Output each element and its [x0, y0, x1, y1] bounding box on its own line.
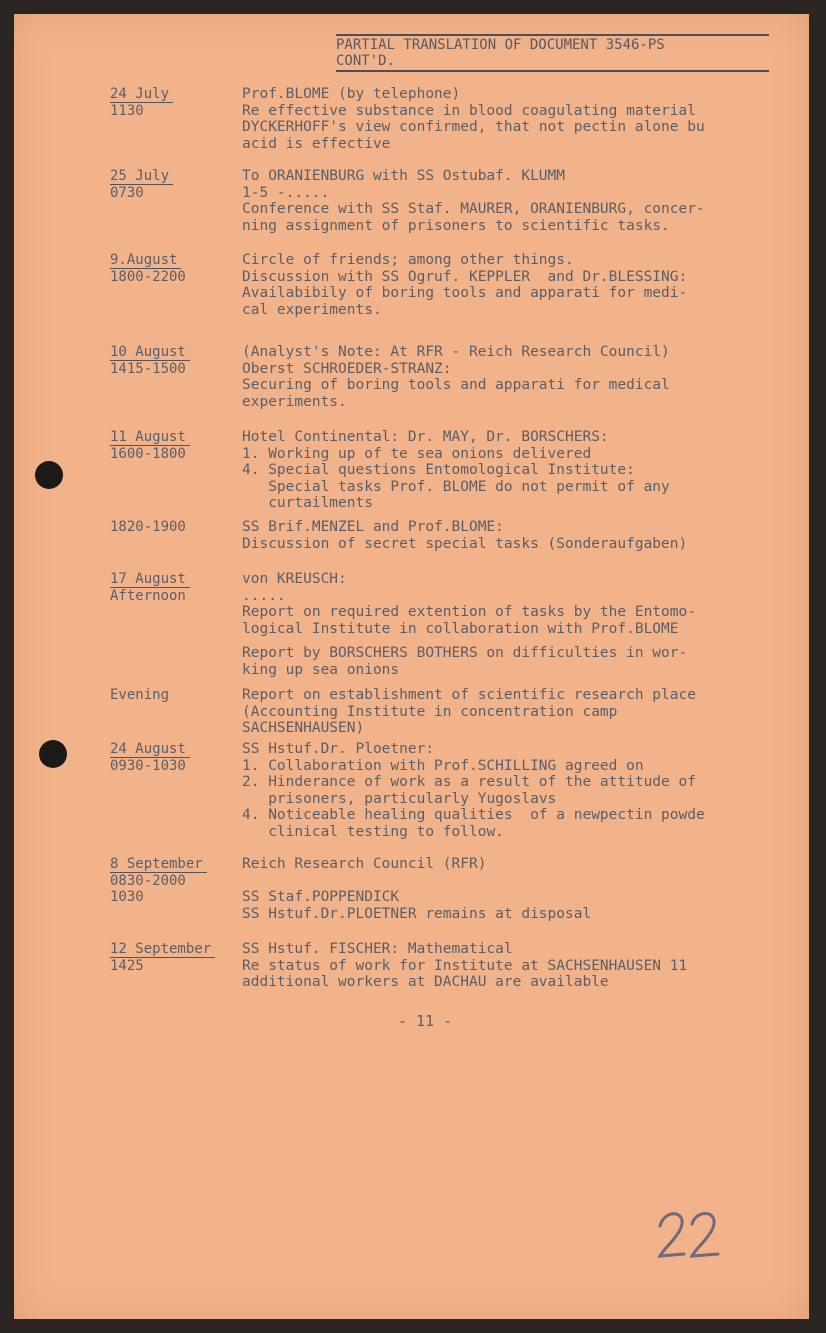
entry-text [242, 429, 798, 512]
entry-paragraph: Reich Research Council (RFR) [242, 856, 487, 872]
entry-date [110, 519, 235, 535]
entry-text [242, 687, 798, 737]
entry-day: 11 August [110, 429, 190, 446]
entry-date [110, 571, 235, 604]
entry-paragraph: Circle of friends; among other things. Discussion with SS Ogruf. KEPPLER and Dr.BLESSING: Availabibily of boring tools and apparati for medi- cal experiments. [242, 252, 688, 318]
entry-text [242, 519, 798, 552]
entry-day: 24 July [110, 86, 173, 103]
entry-date [110, 344, 235, 377]
entry-time: Afternoon [110, 588, 186, 604]
punch-hole-top [35, 461, 63, 489]
entry-date [110, 86, 235, 119]
header-title: PARTIAL TRANSLATION OF DOCUMENT 3546-PS [336, 37, 665, 53]
entry-text [242, 168, 798, 234]
header-contd: CONT'D. [336, 53, 396, 69]
entry-date [110, 856, 235, 889]
entry-paragraph: Report on establishment of scientific research place (Accounting Institute in concentration camp SACHSENHAUSEN) [242, 687, 696, 736]
handwritten-page-mark [654, 1204, 724, 1274]
entry-date [110, 429, 235, 462]
entry-time: 1600-1800 [110, 446, 186, 462]
header-rule-bottom [336, 70, 769, 72]
document-page [14, 14, 809, 1319]
entry-day: 12 September [110, 941, 215, 958]
entry-day: 9.August [110, 252, 181, 269]
punch-hole-bottom [39, 740, 67, 768]
entry-day: 1030 [110, 889, 144, 905]
entry-time: 1130 [110, 103, 144, 119]
entry-time: 0930-1030 [110, 758, 186, 774]
entry-day: Evening [110, 687, 170, 703]
entry-date [110, 889, 235, 905]
entry-paragraph: Prof.BLOME (by telephone) Re effective substance in blood coagulating material DYCKERHOFF's view confirmed, that not pectin alone bu acid is effective [242, 86, 705, 152]
entry-paragraph: SS Brif.MENZEL and Prof.BLOME: Discussion of secret special tasks (Sonderaufgaben) [242, 519, 688, 552]
entry-paragraph: (Analyst's Note: At RFR - Reich Research Council) Oberst SCHROEDER-STRANZ: Securing of boring tools and apparati for medical experiments. [242, 344, 670, 410]
entry-text [242, 344, 798, 410]
entry-text [242, 252, 798, 318]
entry-time: 0830-2000 [110, 873, 186, 889]
entry-paragraph: SS Staf.POPPENDICK SS Hstuf.Dr.PLOETNER remains at disposal [242, 889, 592, 922]
entry-text [242, 856, 798, 873]
page-number: - 11 - [398, 1012, 453, 1030]
header-rule-top [336, 34, 769, 36]
entry-day: 10 August [110, 344, 190, 361]
entry-paragraph: von KREUSCH: ..... Report on required extention of tasks by the Entomo- logical Institute in collaboration with Prof.BLOME [242, 571, 696, 637]
entry-time: 1415-1500 [110, 361, 186, 377]
entry-paragraph: To ORANIENBURG with SS Ostubaf. KLUMM 1-5 -..... Conference with SS Staf. MAURER, ORANIENBURG, concer- ning assignment of prisoners to scientific tasks. [242, 168, 705, 234]
document-header [336, 34, 769, 72]
entry-text [242, 941, 798, 991]
entry-day: 25 July [110, 168, 173, 185]
entry-day: 8 September [110, 856, 207, 873]
entry-text [242, 889, 798, 922]
entry-date [110, 252, 235, 285]
entry-paragraph: SS Hstuf.Dr. Ploetner: 1. Collaboration with Prof.SCHILLING agreed on 2. Hinderance of work as a result of the attitude of prisoners, particularly Yugoslavs 4. Noticeable healing qualities of a newpectin powde clinical testing to follow. [242, 741, 705, 840]
entry-text [242, 86, 798, 152]
entry-date [110, 741, 235, 774]
entry-day: 24 August [110, 741, 190, 758]
entry-text [242, 571, 798, 678]
entry-day: 1820-1900 [110, 519, 186, 535]
entry-day: 17 August [110, 571, 190, 588]
entry-paragraph: SS Hstuf. FISCHER: Mathematical Re status of work for Institute at SACHSENHAUSEN 11 additional workers at DACHAU are available [242, 941, 688, 990]
entry-date [110, 168, 235, 201]
entry-time: 0730 [110, 185, 144, 201]
entry-paragraph: Hotel Continental: Dr. MAY, Dr. BORSCHERS: 1. Working up of te sea onions delivered 4. Special questions Entomological Institute: Special tasks Prof. BLOME do not permit of any curtailments [242, 429, 670, 511]
entry-text [242, 741, 798, 840]
entry-date [110, 687, 235, 703]
entry-time: 1800-2200 [110, 269, 186, 285]
entry-date [110, 941, 235, 974]
entry-time: 1425 [110, 958, 144, 974]
entry-paragraph: Report by BORSCHERS BOTHERS on difficulties in wor- king up sea onions [242, 645, 688, 678]
